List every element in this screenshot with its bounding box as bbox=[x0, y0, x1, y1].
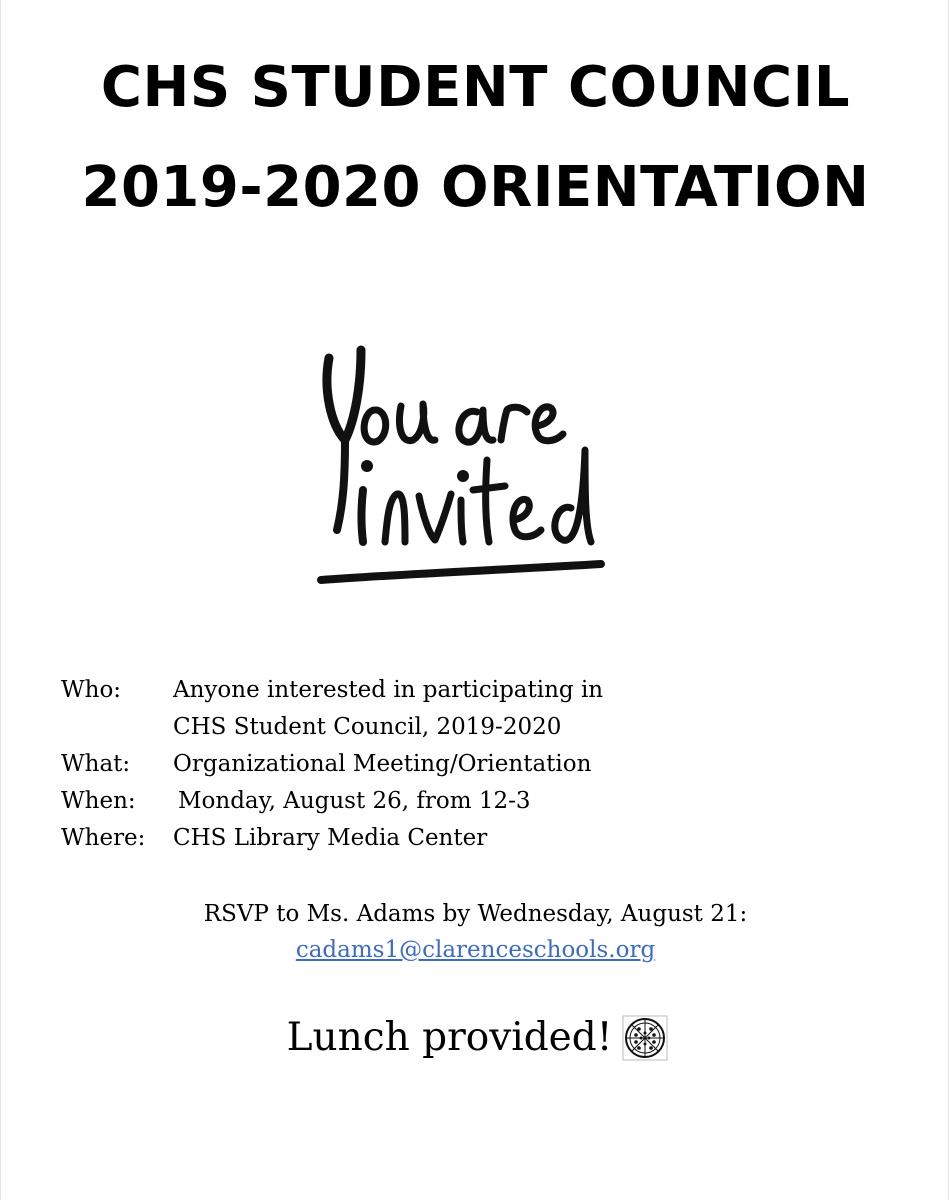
where-label: Where: bbox=[61, 825, 146, 851]
rsvp-text: RSVP to Ms. Adams by Wednesday, August 21: bbox=[203, 901, 748, 927]
who-row-continued bbox=[61, 709, 603, 746]
what-label: What: bbox=[61, 751, 131, 777]
you-are-invited-graphic bbox=[301, 330, 651, 600]
rsvp-email-link[interactable]: cadams1@clarenceschools.org bbox=[295, 937, 656, 963]
when-row bbox=[61, 783, 603, 820]
where-value: CHS Library Media Center bbox=[173, 825, 488, 851]
what-row bbox=[61, 746, 603, 783]
who-value-line-2: CHS Student Council, 2019-2020 bbox=[173, 714, 562, 740]
pizza-icon bbox=[622, 1015, 668, 1061]
indent-spacer bbox=[61, 709, 173, 746]
who-value-line-1: Anyone interested in participating in bbox=[173, 677, 604, 703]
event-details bbox=[61, 672, 603, 857]
who-row bbox=[61, 672, 603, 709]
when-value: Monday, August 26, from 12-3 bbox=[178, 788, 531, 814]
lunch-line bbox=[1, 1010, 949, 1066]
where-row bbox=[61, 820, 603, 857]
who-label: Who: bbox=[61, 677, 122, 703]
title-line-2: 2019-2020 ORIENTATION bbox=[81, 155, 870, 220]
lunch-text: Lunch provided! bbox=[286, 1015, 613, 1060]
rsvp-email-line bbox=[1, 932, 949, 968]
what-value: Organizational Meeting/Orientation bbox=[173, 751, 592, 777]
lunch-inner bbox=[287, 1010, 669, 1066]
title-line-1: CHS STUDENT COUNCIL bbox=[100, 55, 851, 120]
when-label: When: bbox=[61, 788, 136, 814]
